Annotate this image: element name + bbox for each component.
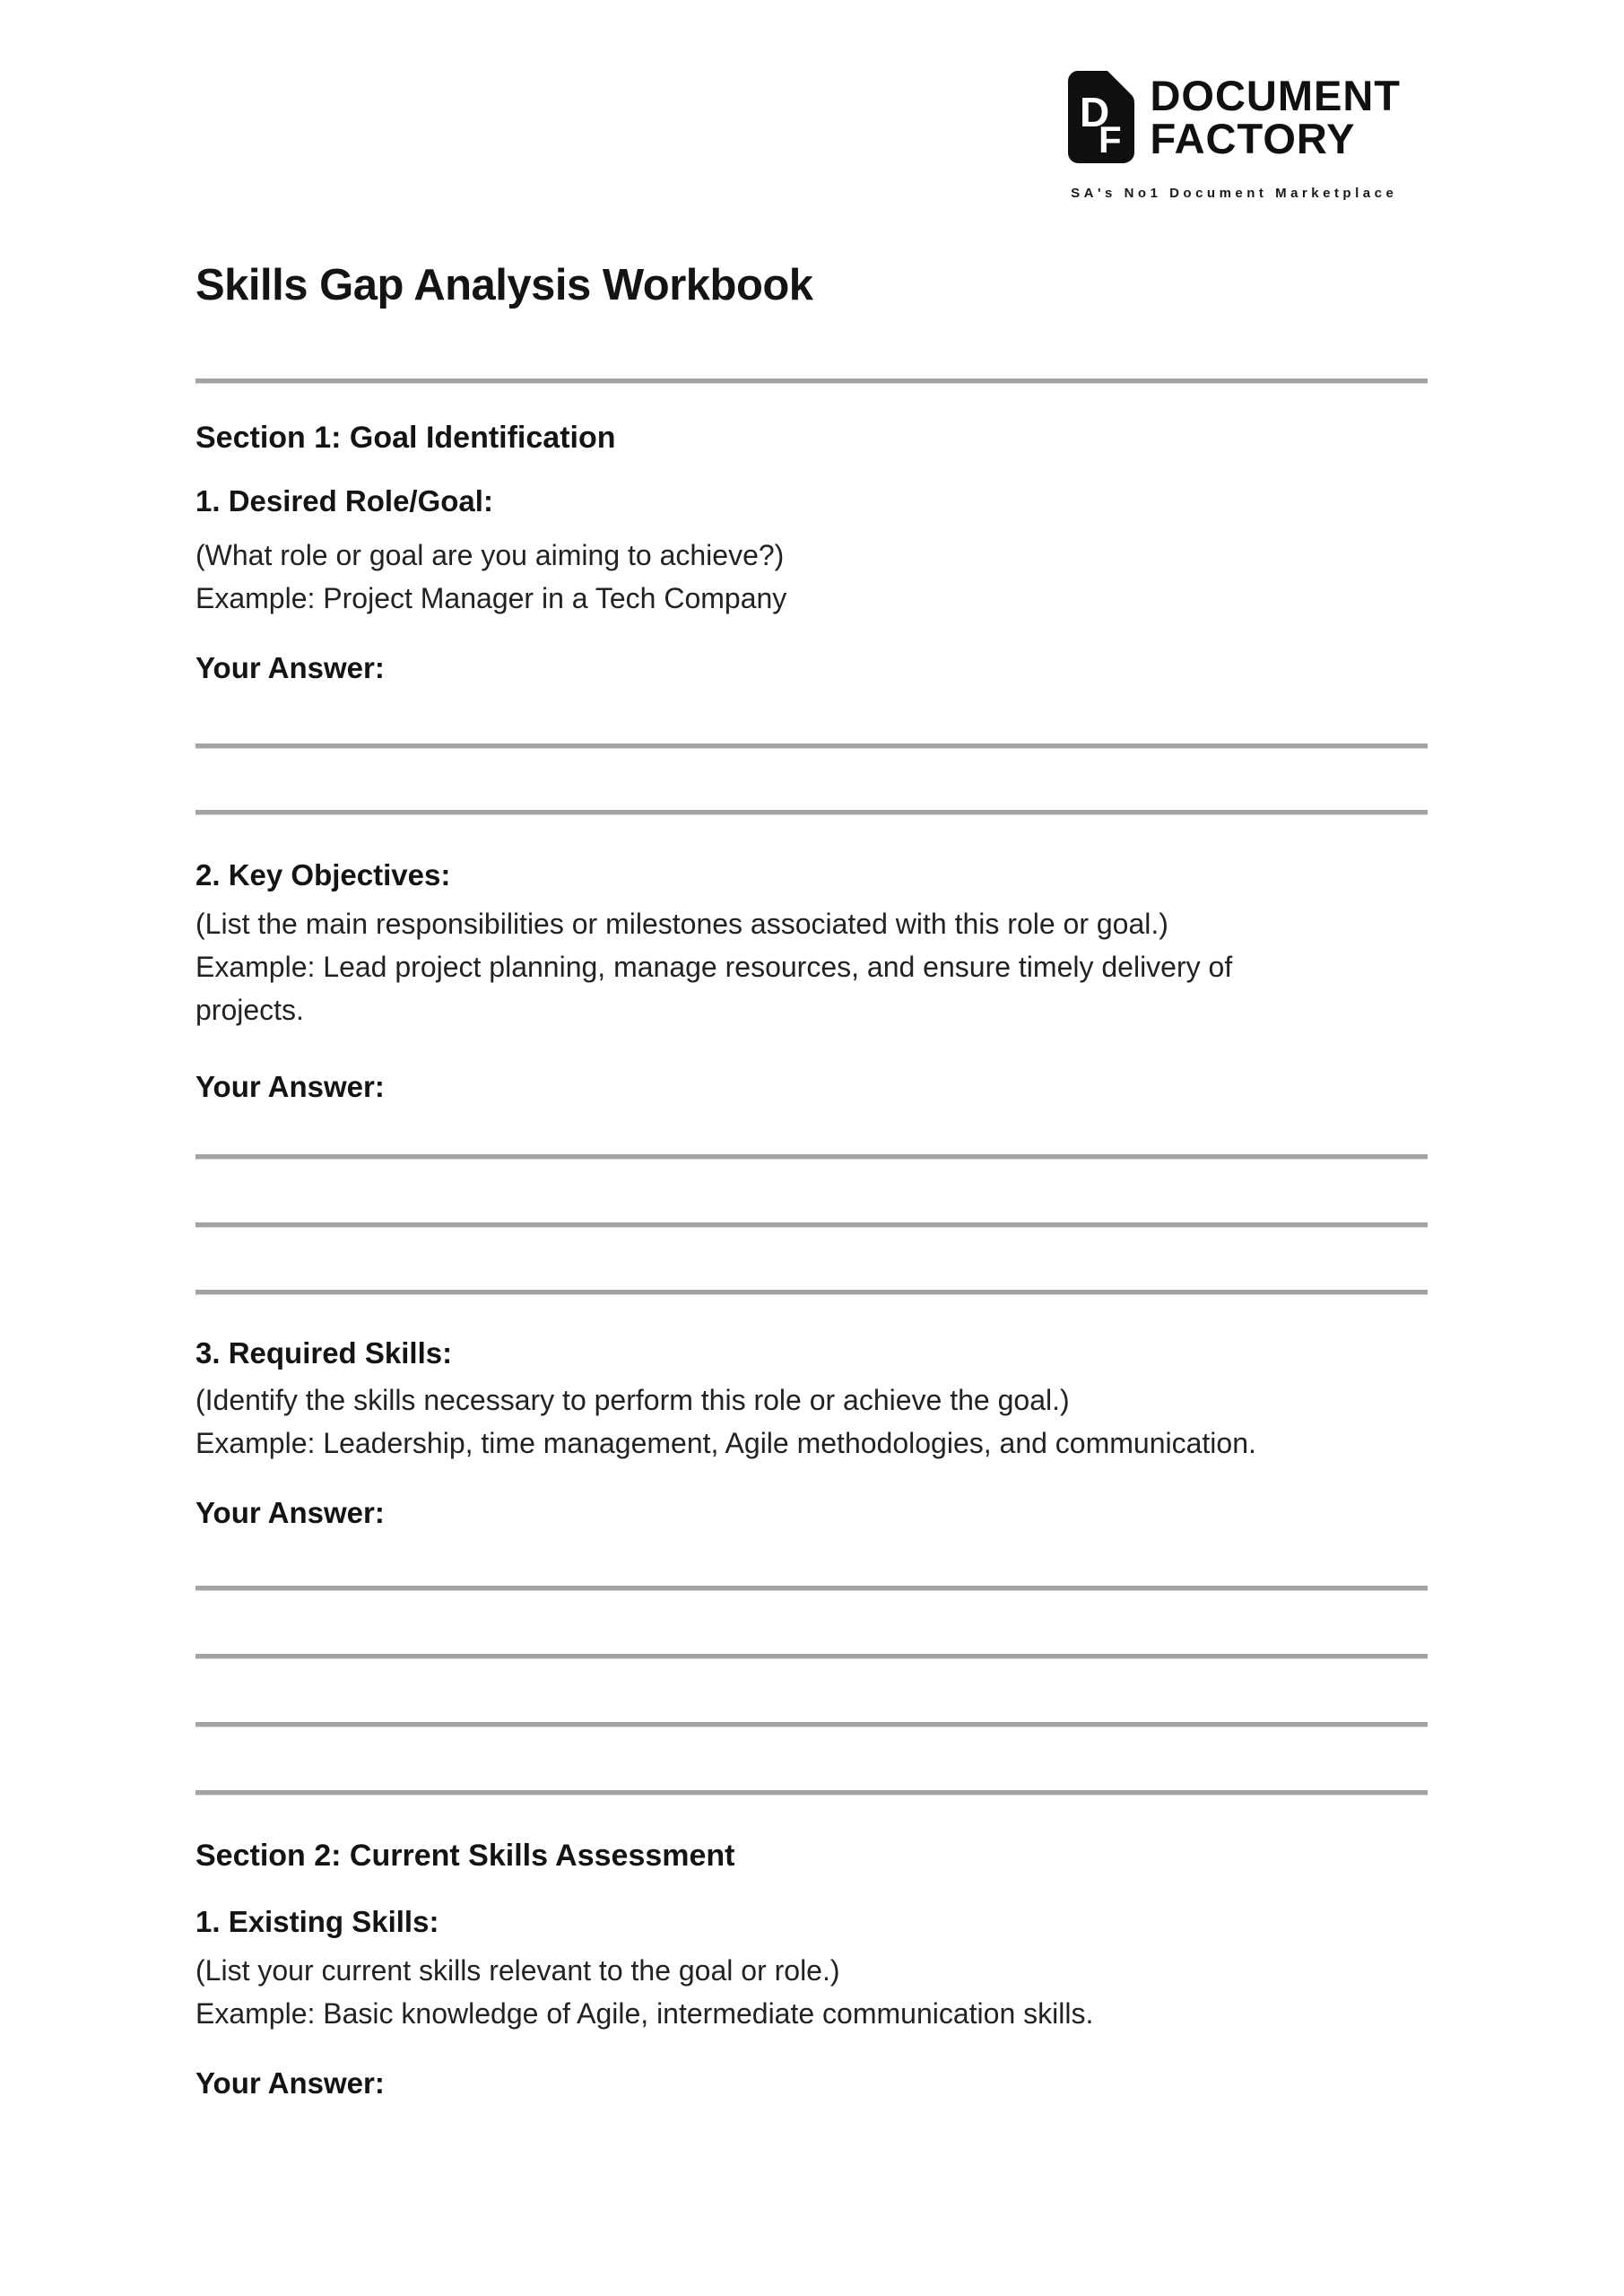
- q2-prompt: (List the main responsibilities or milestones associated with this role or goal.): [195, 908, 1168, 940]
- q1-your-answer-label: Your Answer:: [195, 651, 385, 684]
- q3-description: [195, 1378, 1428, 1465]
- q3-required-skills-label: 3. Required Skills:: [195, 1336, 453, 1370]
- q3-prompt: (Identify the skills necessary to perform this role or achieve the goal.): [195, 1384, 1070, 1416]
- q3-answer-line-3: [195, 1722, 1428, 1727]
- q3-example: Example: Leadership, time management, Agile methodologies, and communication.: [195, 1427, 1256, 1459]
- q2-answer-line-1: [195, 1154, 1428, 1160]
- document-icon: [1067, 70, 1135, 164]
- q3-answer-line-2: [195, 1654, 1428, 1659]
- q2-answer-line-3: [195, 1290, 1428, 1295]
- q1-desired-role-label: 1. Desired Role/Goal:: [195, 484, 493, 517]
- logo-tagline: SA's No1 Document Marketplace: [1071, 186, 1398, 201]
- logo-wordmark: [1150, 71, 1401, 162]
- q2-your-answer-label: Your Answer:: [195, 1070, 385, 1103]
- q3-your-answer-label: Your Answer:: [195, 1496, 385, 1529]
- existing-skills-description: [195, 1949, 1428, 2035]
- existing-skills-your-answer-label: Your Answer:: [195, 2066, 385, 2100]
- logo-wordmark-line2: FACTORY: [1150, 114, 1356, 162]
- title-divider: [195, 378, 1428, 384]
- existing-skills-label: 1. Existing Skills:: [195, 1905, 439, 1938]
- q1-description: [195, 534, 1428, 620]
- q2-answer-line-2: [195, 1222, 1428, 1228]
- q2-key-objectives-label: 2. Key Objectives:: [195, 858, 451, 891]
- logo-header: [195, 0, 1428, 203]
- q1-example: Example: Project Manager in a Tech Company: [195, 582, 787, 614]
- q1-answer-line-1: [195, 744, 1428, 749]
- monogram-d: D: [1080, 89, 1110, 135]
- q2-example-continued: projects.: [195, 994, 304, 1026]
- document-factory-logo: [1067, 70, 1401, 203]
- logo-wordmark-line1: DOCUMENT: [1150, 71, 1401, 119]
- page-title: Skills Gap Analysis Workbook: [195, 261, 813, 309]
- q2-description: [195, 902, 1428, 1031]
- section-2-heading: Section 2: Current Skills Assessment: [195, 1839, 735, 1873]
- section-1-heading: Section 1: Goal Identification: [195, 421, 616, 455]
- logo-top: [1067, 70, 1401, 164]
- existing-skills-example: Example: Basic knowledge of Agile, intermediate communication skills.: [195, 1997, 1094, 2030]
- q1-answer-line-2: [195, 810, 1428, 815]
- q3-answer-line-4: [195, 1790, 1428, 1796]
- q1-prompt: (What role or goal are you aiming to achieve?): [195, 539, 785, 571]
- monogram-f: F: [1099, 118, 1123, 161]
- q3-answer-line-1: [195, 1586, 1428, 1591]
- q2-example: Example: Lead project planning, manage resources, and ensure timely delivery of: [195, 951, 1233, 983]
- existing-skills-prompt: (List your current skills relevant to the goal or role.): [195, 1954, 840, 1987]
